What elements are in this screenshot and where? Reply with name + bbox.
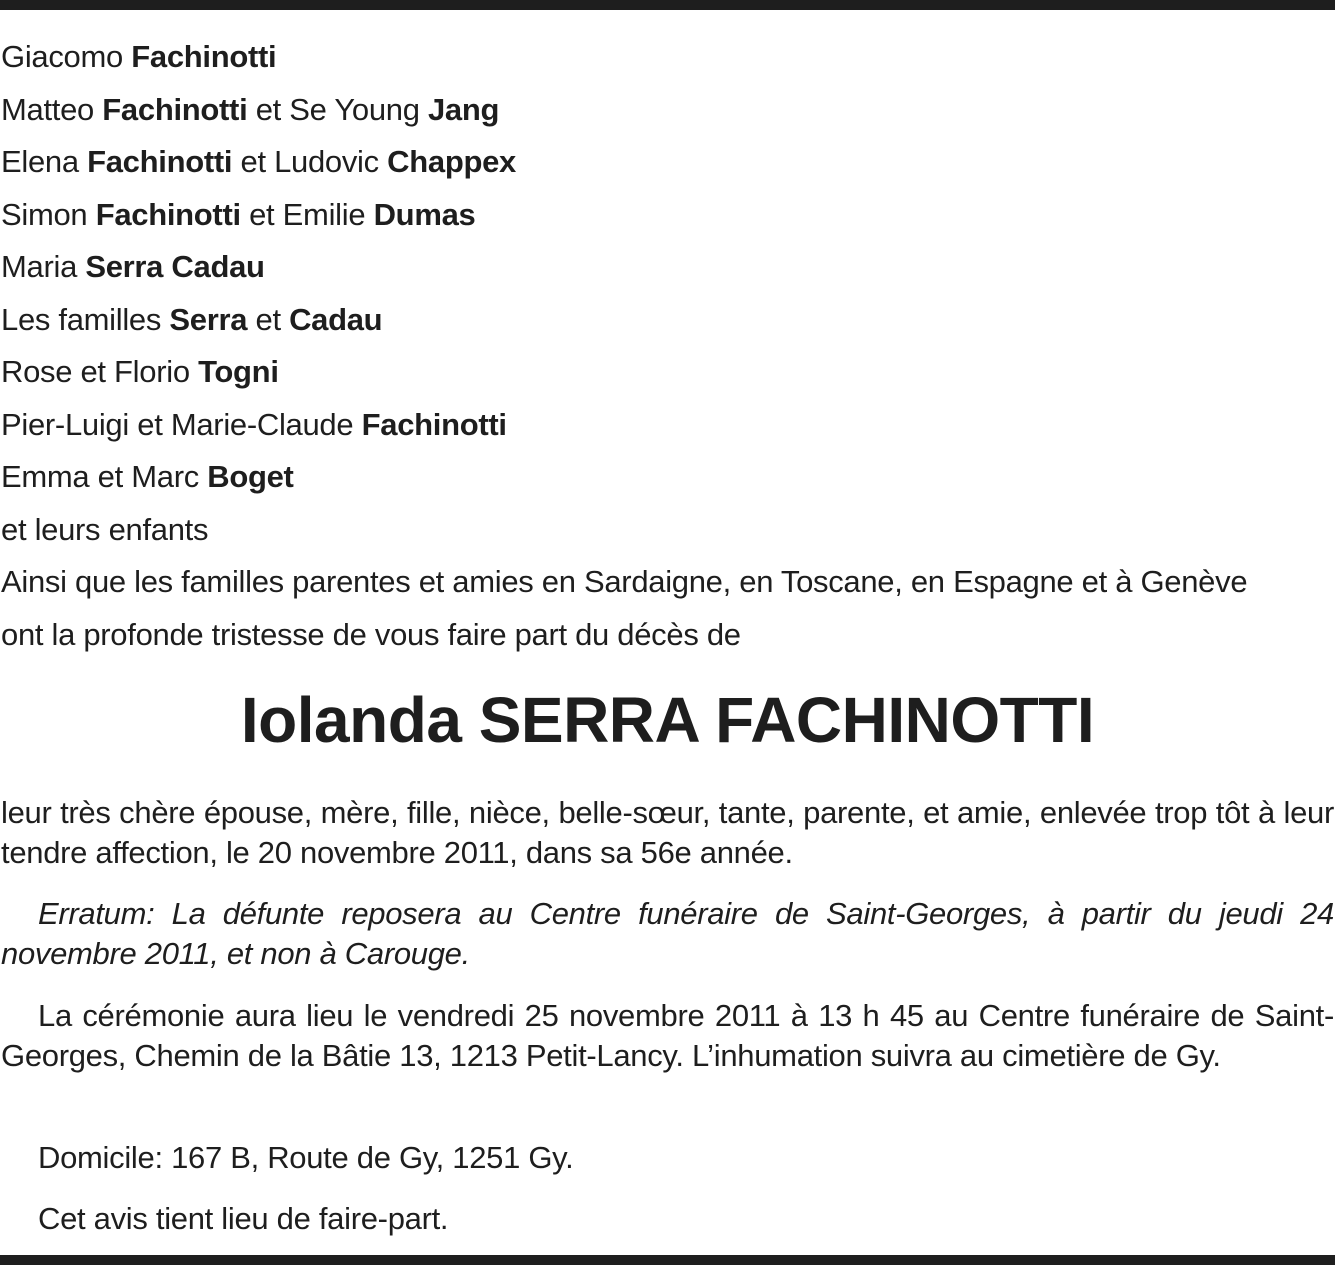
family-line bbox=[1, 241, 1335, 294]
name-text: et leurs enfants bbox=[1, 511, 209, 547]
family-line bbox=[1, 136, 1335, 189]
name-text: Simon bbox=[1, 196, 96, 232]
name-text: Pier-Luigi et Marie-Claude bbox=[1, 406, 362, 442]
name-text: et Emilie bbox=[240, 196, 374, 232]
family-line bbox=[1, 189, 1335, 242]
surname: Togni bbox=[198, 354, 279, 389]
name-text: Giacomo bbox=[1, 39, 132, 74]
surname: Fachinotti bbox=[361, 406, 507, 442]
name-text: ont la profonde tristesse de vous faire part du décès de bbox=[1, 616, 741, 652]
surname: Dumas bbox=[373, 196, 476, 232]
name-text: Rose et Florio bbox=[1, 354, 199, 389]
family-list bbox=[1, 31, 1335, 661]
name-text: Elena bbox=[1, 144, 88, 179]
name-text: Les familles bbox=[1, 301, 170, 337]
surname: Serra Cadau bbox=[85, 249, 265, 284]
family-line bbox=[1, 556, 1335, 609]
name-text: et Ludovic bbox=[232, 144, 388, 179]
ceremony-paragraph: La cérémonie aura lieu le vendredi 25 novembre 2011 à 13 h 45 au Centre funéraire de Saint-Georges, Chemin de la Bâtie 13, 1213 Petit-Lancy. L’inhumation suivra au cimetière de Gy. bbox=[1, 998, 1334, 1073]
surname: Jang bbox=[427, 91, 500, 127]
surname: Fachinotti bbox=[131, 39, 277, 74]
family-line bbox=[1, 504, 1335, 557]
deceased-name: Iolanda SERRA FACHINOTTI bbox=[240, 684, 1095, 756]
surname: Cadau bbox=[289, 301, 383, 337]
family-line bbox=[1, 294, 1335, 347]
name-text: et Se Young bbox=[247, 91, 428, 127]
surname: Fachinotti bbox=[102, 91, 248, 127]
surname: Serra bbox=[169, 301, 248, 337]
name-text: et bbox=[247, 301, 290, 337]
top-rule bbox=[0, 0, 1335, 10]
family-line bbox=[1, 399, 1335, 452]
surname: Boget bbox=[207, 459, 294, 494]
notice-statement: Cet avis tient lieu de faire-part. bbox=[38, 1201, 449, 1236]
erratum-paragraph: Erratum: La défunte reposera au Centre funéraire de Saint-Georges, à partir du jeudi 24 novembre 2011, et non à Carouge. bbox=[1, 896, 1334, 971]
family-line bbox=[1, 609, 1335, 662]
name-text: Emma et Marc bbox=[1, 459, 208, 494]
bottom-rule bbox=[0, 1255, 1335, 1265]
surname: Fachinotti bbox=[87, 144, 233, 179]
name-text: Maria bbox=[1, 249, 86, 284]
surname: Fachinotti bbox=[95, 196, 241, 232]
family-line bbox=[1, 31, 1335, 84]
relation-paragraph: leur très chère épouse, mère, fille, nièce, belle-sœur, tante, parente, et amie, enlevée trop tôt à leur tendre affection, le 20 novembre 2011, dans sa 56e année. bbox=[1, 795, 1334, 870]
name-text: Matteo bbox=[1, 91, 103, 127]
name-text: Ainsi que les familles parentes et amies en Sardaigne, en Toscane, en Espagne et à Genève bbox=[1, 564, 1248, 599]
domicile-paragraph: Domicile: 167 B, Route de Gy, 1251 Gy. bbox=[38, 1140, 574, 1175]
family-line bbox=[1, 451, 1335, 504]
surname: Chappex bbox=[387, 144, 516, 179]
family-line bbox=[1, 346, 1335, 399]
family-line bbox=[1, 84, 1335, 137]
